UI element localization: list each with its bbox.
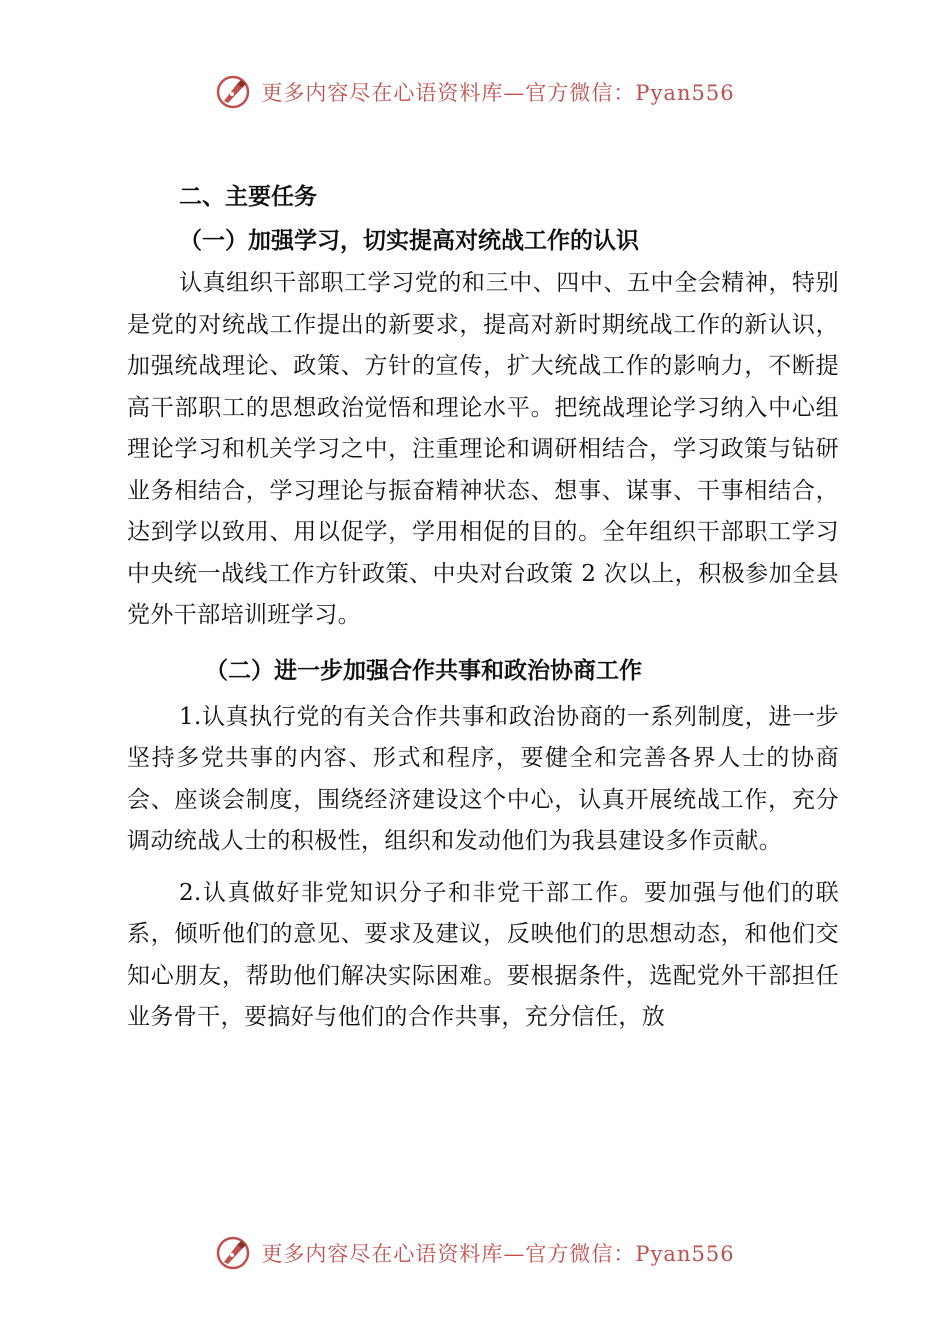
paragraph-3: 2.认真做好非党知识分子和非党干部工作。要加强与他们的联系，倾听他们的意见、要求及建议，反映他们的思想动态，和他们交知心朋友，帮助他们解决实际困难。要根据条件，选配党外干部担任业务骨干，要搞好与他们的合作共事，充分信任，放 xyxy=(127,879,839,1030)
watermark-text: 更多内容尽在心语资料库—官方微信：Pyan556 xyxy=(261,81,735,105)
pen-nib-logo-icon xyxy=(215,1235,251,1271)
paragraph-1: 认真组织干部职工学习党的和三中、四中、五中全会精神，特别是党的对统战工作提出的新要求，提高对新时期统战工作的新认识，加强统战理论、政策、方针的宣传，扩大统战工作的影响力，不断提高干部职工的思想政治觉悟和理论水平。把统战理论学习纳入中心组理论学习和机关学习之中，注重理论和调研相结合，学习政策与钻研业务相结合，学习理论与振奋精神状态、想事、谋事、干事相结合，达到学以致用、用以促学，学用相促的目的。全年组织干部职工学习中央统一战线工作方针政策、中央对台政策 2 次以上，积极参加全县党外干部培训班学习。 xyxy=(127,270,839,628)
document-body xyxy=(127,176,839,1039)
subsection-title-1: （一）加强学习，切实提高对统战工作的认识 xyxy=(179,228,639,254)
footer-watermark xyxy=(0,1231,950,1275)
subsection-title-2: （二）进一步加强合作共事和政治协商工作 xyxy=(205,657,642,684)
pen-nib-logo-icon xyxy=(215,74,251,110)
section-title: 二、主要任务 xyxy=(179,184,317,210)
header-watermark xyxy=(0,70,950,114)
watermark-text: 更多内容尽在心语资料库—官方微信：Pyan556 xyxy=(261,1242,735,1266)
paragraph-2: 1.认真执行党的有关合作共事和政治协商的一系列制度，进一步坚持多党共事的内容、形式和程序，要健全和完善各界人士的协商会、座谈会制度，围绕经济建设这个中心，认真开展统战工作，充分调动统战人士的积极性，组织和发动他们为我县建设多作贡献。 xyxy=(127,703,839,854)
